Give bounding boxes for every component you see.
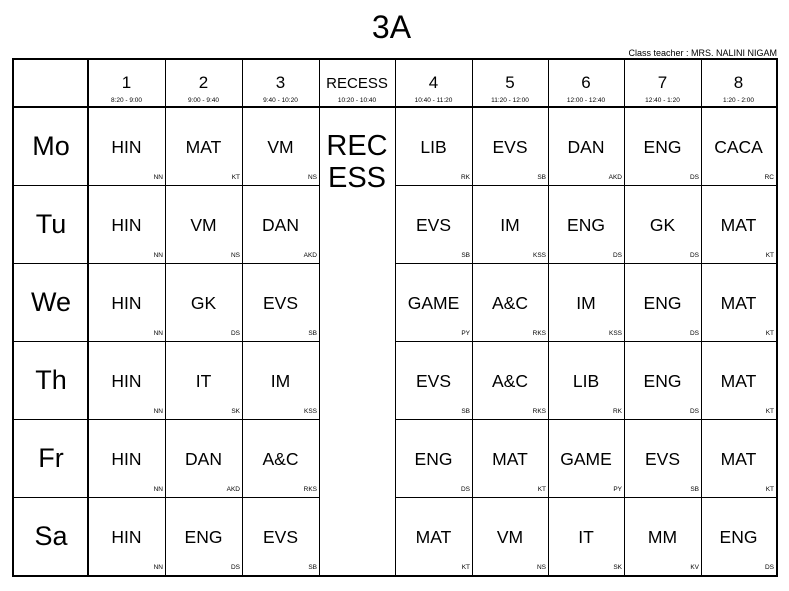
teacher-initials: KT xyxy=(765,330,774,337)
teacher-initials: NN xyxy=(153,252,163,259)
teacher-initials: AKD xyxy=(303,252,317,259)
period-number: 7 xyxy=(657,73,668,92)
subject-label: IM xyxy=(500,215,520,235)
period-time: 10:40 - 11:20 xyxy=(414,97,453,104)
timetable-slot xyxy=(395,419,472,497)
teacher-initials: KT xyxy=(231,174,240,181)
timetable-slot xyxy=(624,107,701,185)
teacher-initials: AKD xyxy=(226,486,240,493)
period-number: 2 xyxy=(198,73,209,92)
period-number: 1 xyxy=(121,73,132,92)
timetable-slot xyxy=(701,497,776,575)
subject-label: HIN xyxy=(111,371,142,391)
subject-label: IM xyxy=(576,293,596,313)
teacher-initials: DS xyxy=(230,564,240,571)
period-number: 5 xyxy=(505,73,515,92)
timetable-slot xyxy=(242,185,319,263)
period-time: 12:40 - 1:20 xyxy=(645,97,680,104)
teacher-initials: RC xyxy=(764,174,774,181)
teacher-initials: NN xyxy=(153,408,163,415)
period-header-6 xyxy=(548,60,624,107)
period-time: 11:20 - 12:00 xyxy=(491,97,529,104)
period-number: 8 xyxy=(733,73,744,92)
timetable-slot xyxy=(701,107,776,185)
period-time: 9:40 - 10:20 xyxy=(263,97,298,104)
timetable-slot xyxy=(88,263,165,341)
timetable-slot xyxy=(395,263,472,341)
teacher-initials: NN xyxy=(153,174,163,181)
timetable-slot xyxy=(624,263,701,341)
subject-label: HIN xyxy=(111,293,142,313)
timetable-slot xyxy=(624,341,701,419)
subject-label: HIN xyxy=(111,449,142,469)
timetable-slot xyxy=(242,419,319,497)
teacher-initials: KSS xyxy=(303,408,317,415)
subject-label: IT xyxy=(578,527,594,547)
teacher-initials: DS xyxy=(460,486,470,493)
teacher-initials: NS xyxy=(536,564,546,571)
period-header-5 xyxy=(472,60,548,107)
teacher-initials: DS xyxy=(689,408,699,415)
subject-label: DAN xyxy=(185,449,222,469)
corner-cell xyxy=(14,60,88,107)
period-header-2 xyxy=(165,60,242,107)
subject-label: ENG xyxy=(643,371,682,391)
subject-label: A&C xyxy=(492,293,528,313)
subject-label: ENG xyxy=(184,527,223,547)
timetable-slot xyxy=(624,419,701,497)
subject-label: HIN xyxy=(111,215,142,235)
subject-label: LIB xyxy=(572,371,600,391)
subject-label: MAT xyxy=(720,449,757,469)
teacher-initials: SB xyxy=(308,330,317,337)
timetable-slot xyxy=(701,341,776,419)
subject-label: VM xyxy=(190,215,217,235)
timetable-slot xyxy=(88,185,165,263)
teacher-initials: PY xyxy=(613,486,622,493)
timetable-slot xyxy=(548,419,624,497)
timetable-slot xyxy=(548,341,624,419)
teacher-initials: KT xyxy=(537,486,546,493)
teacher-initials: NN xyxy=(153,330,163,337)
timetable-slot xyxy=(701,419,776,497)
subject-label: ENG xyxy=(719,527,758,547)
teacher-initials: SK xyxy=(231,408,240,415)
timetable-slot xyxy=(701,263,776,341)
teacher-initials: NN xyxy=(153,564,163,571)
timetable-slot xyxy=(165,263,242,341)
teacher-initials: RKS xyxy=(303,486,317,493)
period-header-3 xyxy=(242,60,319,107)
subject-label: GK xyxy=(649,215,676,235)
teacher-initials: KSS xyxy=(532,252,546,259)
subject-label: VM xyxy=(496,527,524,547)
timetable-slot xyxy=(624,497,701,575)
recess-time: 10:20 - 10:40 xyxy=(337,97,377,104)
period-header-7 xyxy=(624,60,701,107)
recess-big-label: REC ESS xyxy=(326,130,388,194)
day-label-th: Th xyxy=(35,364,67,395)
subject-label: CACA xyxy=(714,137,763,157)
timetable-slot xyxy=(88,107,165,185)
teacher-initials: DS xyxy=(612,252,622,259)
timetable-slot xyxy=(548,497,624,575)
timetable-slot xyxy=(395,185,472,263)
teacher-initials: SK xyxy=(613,564,622,571)
subject-label: EVS xyxy=(262,527,299,547)
teacher-initials: SB xyxy=(537,174,546,181)
subject-label: DAN xyxy=(567,137,605,157)
teacher-initials: KT xyxy=(765,252,774,259)
teacher-initials: RK xyxy=(612,408,622,415)
timetable-slot xyxy=(88,497,165,575)
subject-label: MM xyxy=(647,527,678,547)
recess-label: RECESS xyxy=(326,75,388,92)
subject-label: GAME xyxy=(407,293,460,313)
subject-label: ENG xyxy=(567,215,605,235)
period-number: 6 xyxy=(581,73,591,92)
period-number: 4 xyxy=(428,73,439,92)
subject-label: A&C xyxy=(262,449,299,469)
teacher-initials: SB xyxy=(461,252,470,259)
timetable-slot xyxy=(88,419,165,497)
day-label-sa: Sa xyxy=(34,520,68,551)
class-teacher-label: Class teacher : MRS. NALINI NIGAM xyxy=(628,48,777,58)
timetable-slot xyxy=(472,497,548,575)
teacher-initials: DS xyxy=(230,330,240,337)
period-time: 1:20 - 2:00 xyxy=(722,97,755,104)
subject-label: ENG xyxy=(643,137,682,157)
subject-label: DAN xyxy=(262,215,299,235)
teacher-initials: NN xyxy=(153,486,163,493)
subject-label: A&C xyxy=(492,371,528,391)
timetable-slot xyxy=(165,107,242,185)
timetable-slot xyxy=(472,263,548,341)
day-label-tu: Tu xyxy=(35,208,67,239)
day-label-we: We xyxy=(30,286,71,317)
timetable-slot xyxy=(165,185,242,263)
timetable-slot xyxy=(165,341,242,419)
teacher-initials: NS xyxy=(307,174,317,181)
day-label-fr: Fr xyxy=(38,442,64,473)
subject-label: ENG xyxy=(643,293,682,313)
subject-label: IT xyxy=(195,371,212,391)
subject-label: HIN xyxy=(111,137,142,157)
recess-column xyxy=(319,107,395,575)
subject-label: MAT xyxy=(415,527,452,547)
timetable-slot xyxy=(395,107,472,185)
subject-label: MAT xyxy=(492,449,528,469)
recess-header xyxy=(319,60,395,107)
timetable-slot xyxy=(472,107,548,185)
period-header-4 xyxy=(395,60,472,107)
timetable-slot xyxy=(395,341,472,419)
teacher-initials: KT xyxy=(461,564,470,571)
period-time: 8:20 - 9:00 xyxy=(110,97,143,104)
teacher-initials: SB xyxy=(308,564,317,571)
teacher-initials: KT xyxy=(765,408,774,415)
subject-label: HIN xyxy=(111,527,142,547)
period-header-1 xyxy=(88,60,165,107)
teacher-initials: RKS xyxy=(532,408,546,415)
teacher-initials: AKD xyxy=(608,174,622,181)
teacher-initials: SB xyxy=(461,408,470,415)
subject-label: MAT xyxy=(720,215,757,235)
subject-label: MAT xyxy=(720,293,757,313)
day-label-mo: Mo xyxy=(32,130,70,161)
timetable-slot xyxy=(472,185,548,263)
page-title: 3A xyxy=(371,9,412,45)
subject-label: LIB xyxy=(420,137,447,157)
timetable-grid xyxy=(12,58,778,577)
timetable-slot xyxy=(242,341,319,419)
subject-label: VM xyxy=(267,137,294,157)
period-time: 12:00 - 12:40 xyxy=(566,97,606,104)
timetable-slot xyxy=(242,497,319,575)
teacher-initials: KT xyxy=(765,486,774,493)
teacher-initials: RK xyxy=(460,174,470,181)
teacher-initials: DS xyxy=(689,252,699,259)
subject-label: IM xyxy=(270,371,291,391)
teacher-initials: DS xyxy=(689,330,699,337)
timetable-slot xyxy=(165,419,242,497)
teacher-initials: KV xyxy=(690,564,699,571)
timetable-slot xyxy=(624,185,701,263)
teacher-initials: RKS xyxy=(532,330,546,337)
period-header-8 xyxy=(701,60,776,107)
timetable-slot xyxy=(395,497,472,575)
period-time: 9:00 - 9:40 xyxy=(187,97,220,104)
teacher-initials: DS xyxy=(689,174,699,181)
subject-label: EVS xyxy=(492,137,528,157)
timetable-slot xyxy=(548,185,624,263)
timetable-slot xyxy=(548,263,624,341)
timetable-slot xyxy=(242,107,319,185)
period-number: 3 xyxy=(275,73,286,92)
subject-label: ENG xyxy=(414,449,453,469)
timetable-slot xyxy=(165,497,242,575)
teacher-initials: KSS xyxy=(608,330,622,337)
timetable-slot xyxy=(472,419,548,497)
teacher-initials: NS xyxy=(230,252,240,259)
subject-label: EVS xyxy=(262,293,299,313)
subject-label: GK xyxy=(190,293,217,313)
teacher-initials: SB xyxy=(690,486,699,493)
subject-label: MAT xyxy=(185,137,222,157)
subject-label: GAME xyxy=(560,449,612,469)
subject-label: EVS xyxy=(415,215,452,235)
subject-label: EVS xyxy=(644,449,681,469)
subject-label: EVS xyxy=(415,371,452,391)
timetable-slot xyxy=(88,341,165,419)
timetable-slot xyxy=(548,107,624,185)
timetable-slot xyxy=(242,263,319,341)
teacher-initials: PY xyxy=(461,330,470,337)
timetable-slot xyxy=(701,185,776,263)
timetable-slot xyxy=(472,341,548,419)
teacher-initials: DS xyxy=(764,564,774,571)
subject-label: MAT xyxy=(720,371,757,391)
